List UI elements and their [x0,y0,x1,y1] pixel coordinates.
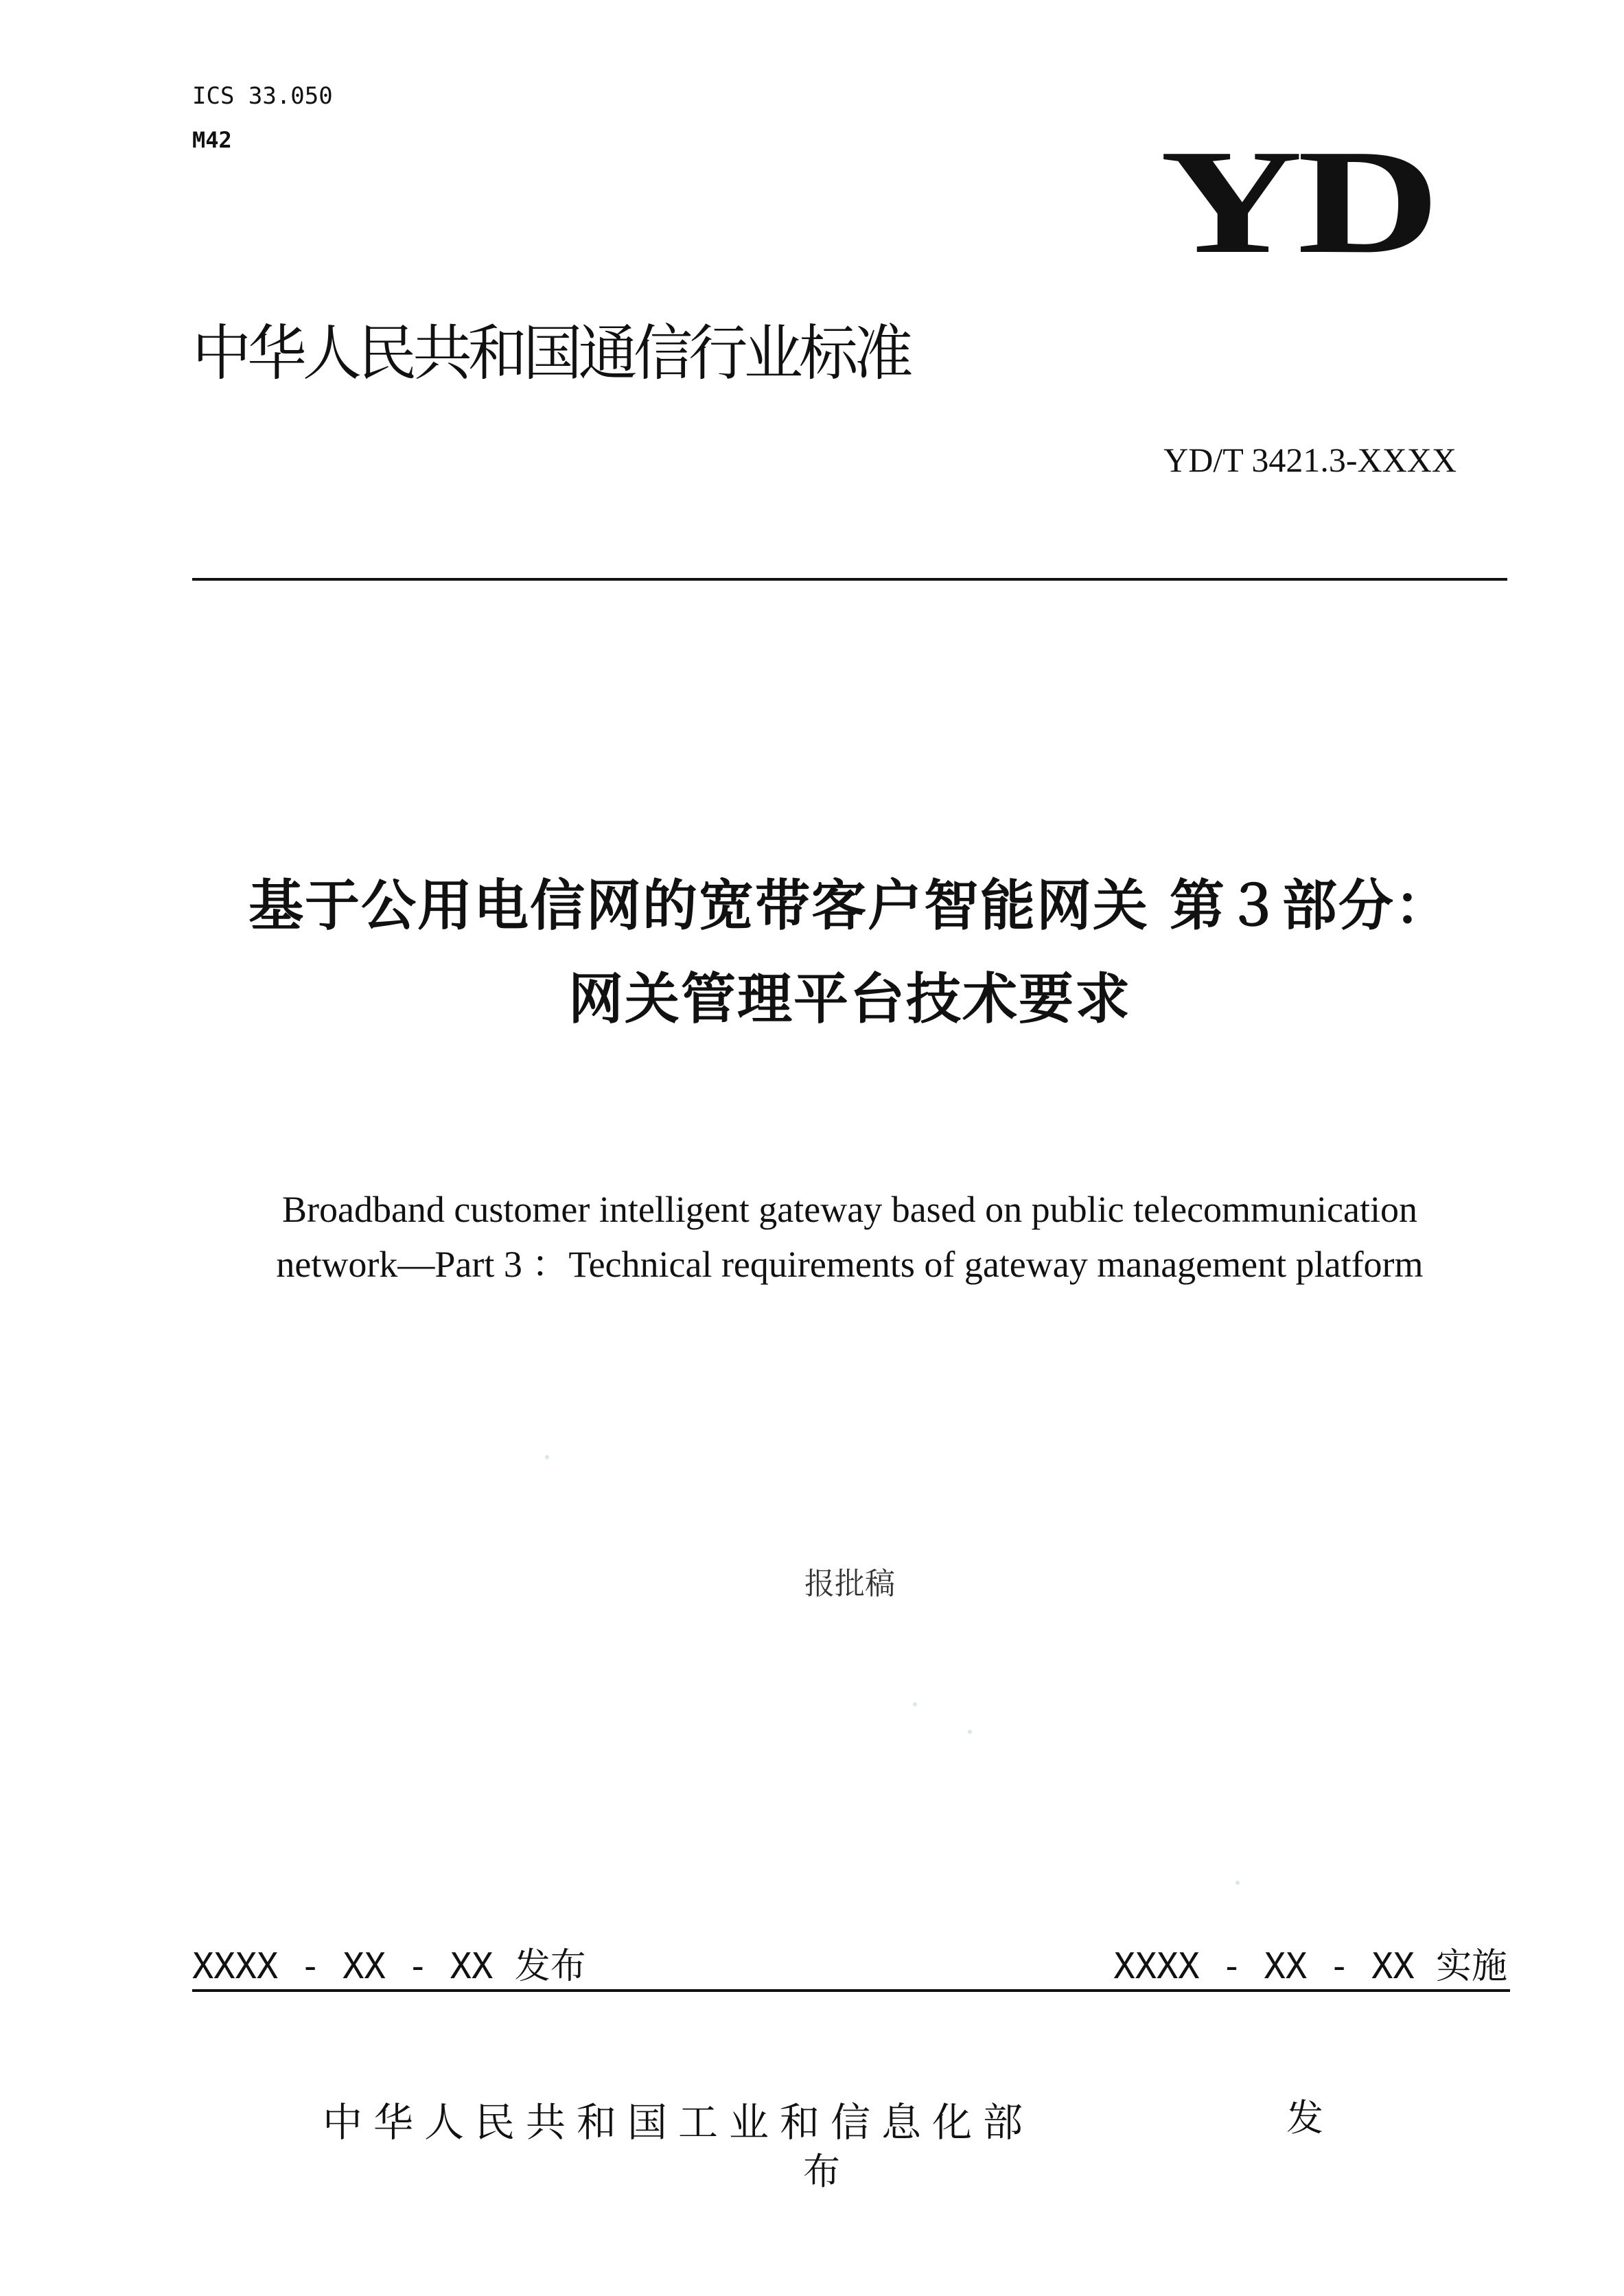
top-divider [192,578,1507,581]
scan-speck [545,1455,549,1459]
issuing-ministry: 中华人民共和国工业和信息化部 [323,2099,1034,2146]
standard-category-title: 中华人民共和国通信行业标准 [192,318,909,389]
issue-label-fa: 发 [1286,2096,1323,2140]
issue-label-bu: 布 [803,2150,840,2193]
implement-date: XXXX - XX - XX 实施 [1113,1946,1507,1987]
publish-date: XXXX - XX - XX 发布 [192,1946,586,1987]
ics-code: ICS 33.050 [192,82,333,110]
scan-speck [1236,1881,1240,1885]
bottom-divider [192,1989,1510,1992]
ccs-code: M42 [192,127,232,153]
chinese-title-line-2: 网关管理平台技术要求 [568,967,1131,1031]
yd-logo: YD [1160,119,1435,285]
scan-speck [913,1702,917,1706]
english-title-line-1: Broadband customer intelligent gateway based on public telecommunication [281,1189,1417,1230]
scan-speck [968,1730,972,1734]
chinese-title-line-1: 基于公用电信网的宽带客户智能网关 第３部分： [248,874,1451,938]
english-title-line-2: network—Part 3 ：Technical requirements of gateway management platform [276,1244,1424,1285]
draft-status-label: 报批稿 [804,1566,895,1601]
standard-number: YD/T 3421.3-XXXX [1163,441,1457,479]
